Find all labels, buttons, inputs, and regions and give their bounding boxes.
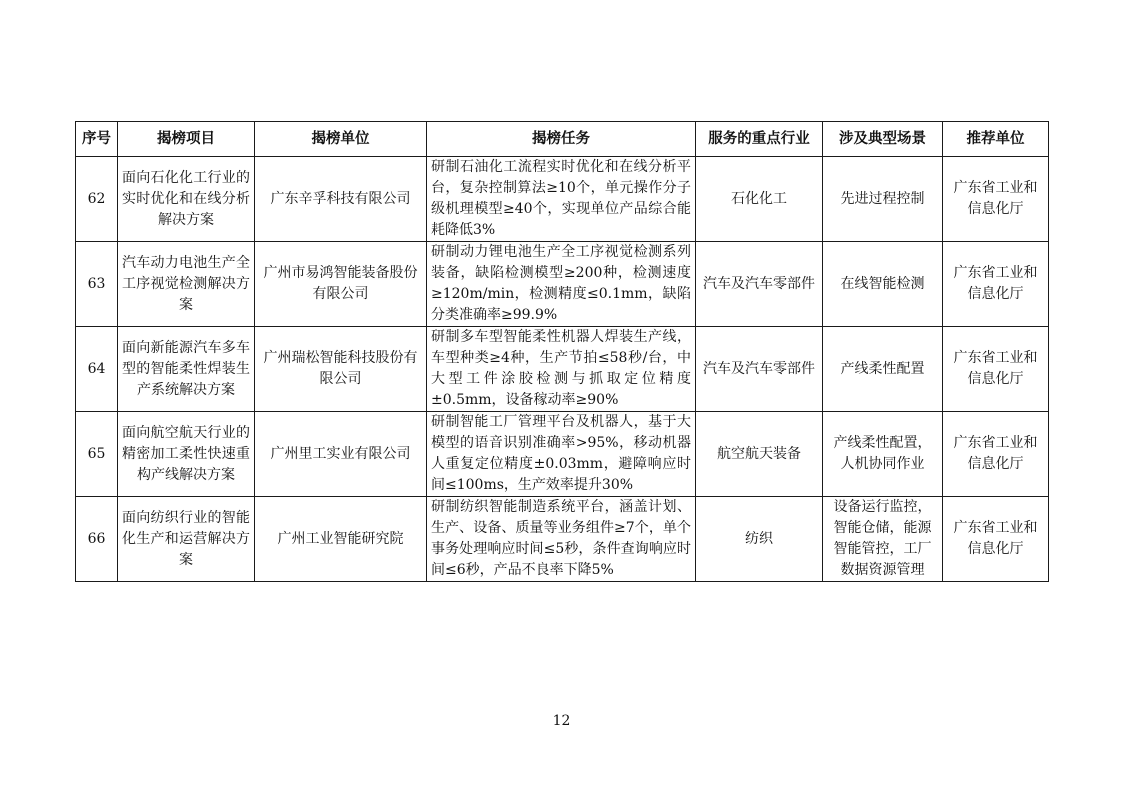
project-name: 面向石化化工行业的实时优化和在线分析解决方案 xyxy=(118,157,255,242)
scene: 在线智能检测 xyxy=(823,242,943,327)
header-no: 序号 xyxy=(76,122,118,157)
project-name: 汽车动力电池生产全工序视觉检测解决方案 xyxy=(118,242,255,327)
header-recommender: 推荐单位 xyxy=(943,122,1049,157)
page-number: 12 xyxy=(552,713,571,729)
unit-name: 广州瑞松智能科技股份有限公司 xyxy=(255,327,427,412)
task-description: 研制纺织智能制造系统平台，涵盖计划、生产、设备、质量等业务组件≥7个，单个事务处理响应时间≤5秒，条件查询响应时间≤6秒，产品不良率下降5% xyxy=(427,497,696,582)
scene: 先进过程控制 xyxy=(823,157,943,242)
project-name: 面向新能源汽车多车型的智能柔性焊装生产系统解决方案 xyxy=(118,327,255,412)
project-name: 面向纺织行业的智能化生产和运营解决方案 xyxy=(118,497,255,582)
project-name: 面向航空航天行业的精密加工柔性快速重构产线解决方案 xyxy=(118,412,255,497)
table-row xyxy=(76,157,1049,242)
task-description: 研制动力锂电池生产全工序视觉检测系列装备，缺陷检测模型≥200种，检测速度≥120m/min，检测精度≤0.1mm，缺陷分类准确率≥99.9% xyxy=(427,242,696,327)
header-row xyxy=(76,122,1049,157)
recommender: 广东省工业和信息化厅 xyxy=(943,157,1049,242)
header-industry: 服务的重点行业 xyxy=(696,122,823,157)
industry: 航空航天装备 xyxy=(696,412,823,497)
unit-name: 广州工业智能研究院 xyxy=(255,497,427,582)
header-scene: 涉及典型场景 xyxy=(823,122,943,157)
unit-name: 广州里工实业有限公司 xyxy=(255,412,427,497)
recommender: 广东省工业和信息化厅 xyxy=(943,242,1049,327)
row-number: 65 xyxy=(76,412,118,497)
recommender: 广东省工业和信息化厅 xyxy=(943,412,1049,497)
row-number: 66 xyxy=(76,497,118,582)
table-row xyxy=(76,327,1049,412)
industry: 汽车及汽车零部件 xyxy=(696,327,823,412)
header-unit: 揭榜单位 xyxy=(255,122,427,157)
unit-name: 广州市易鸿智能装备股份有限公司 xyxy=(255,242,427,327)
recommender: 广东省工业和信息化厅 xyxy=(943,497,1049,582)
industry: 纺织 xyxy=(696,497,823,582)
task-description: 研制智能工厂管理平台及机器人，基于大模型的语音识别准确率>95%，移动机器人重复定位精度±0.03mm，避障响应时间≤100ms，生产效率提升30% xyxy=(427,412,696,497)
unit-name: 广东辛孚科技有限公司 xyxy=(255,157,427,242)
row-number: 63 xyxy=(76,242,118,327)
table-row xyxy=(76,497,1049,582)
industry: 汽车及汽车零部件 xyxy=(696,242,823,327)
table-row xyxy=(76,242,1049,327)
recommender: 广东省工业和信息化厅 xyxy=(943,327,1049,412)
row-number: 62 xyxy=(76,157,118,242)
header-project: 揭榜项目 xyxy=(118,122,255,157)
task-description: 研制多车型智能柔性机器人焊装生产线，车型种类≥4种，生产节拍≤58秒/台，中大型工件涂胶检测与抓取定位精度±0.5mm，设备稼动率≥90% xyxy=(427,327,696,412)
project-table xyxy=(75,121,1049,582)
industry: 石化化工 xyxy=(696,157,823,242)
table-row xyxy=(76,412,1049,497)
scene: 产线柔性配置，人机协同作业 xyxy=(823,412,943,497)
row-number: 64 xyxy=(76,327,118,412)
scene: 设备运行监控，智能仓储，能源智能管控，工厂数据资源管理 xyxy=(823,497,943,582)
scene: 产线柔性配置 xyxy=(823,327,943,412)
task-description: 研制石油化工流程实时优化和在线分析平台，复杂控制算法≥10个，单元操作分子级机理模型≥40个，实现单位产品综合能耗降低3% xyxy=(427,157,696,242)
header-task: 揭榜任务 xyxy=(427,122,696,157)
